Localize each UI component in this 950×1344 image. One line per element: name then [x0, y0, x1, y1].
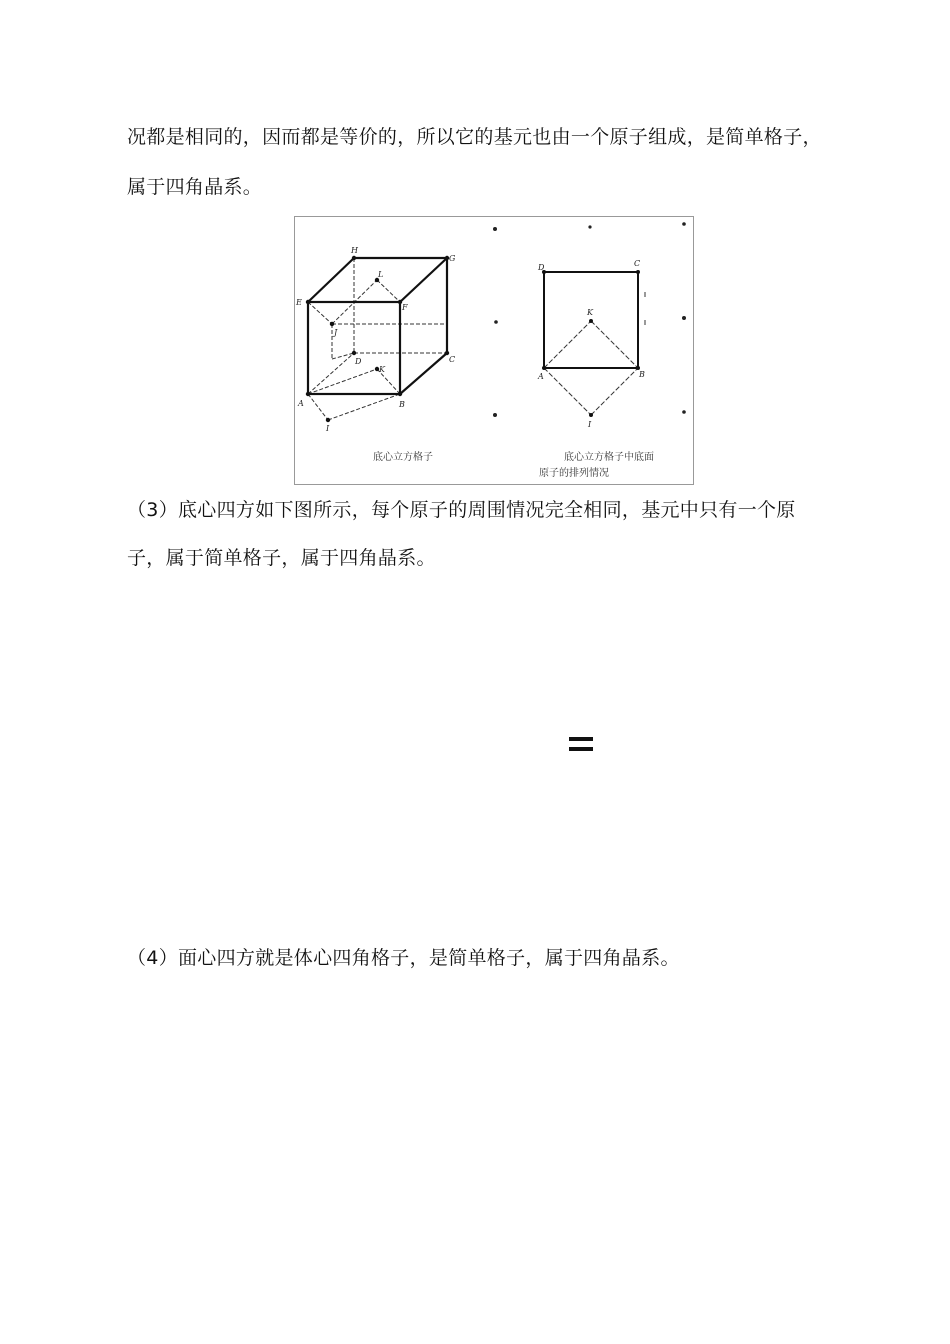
- square-label-b: B: [639, 370, 645, 379]
- equals-bar-top: [569, 737, 593, 741]
- cube-label-f: F: [402, 303, 408, 312]
- caption-right-line-2: 原子的排列情况: [539, 468, 609, 479]
- cube-label-e: E: [296, 298, 302, 307]
- cube-label-l: L: [378, 270, 384, 279]
- square-dash-ak: [544, 321, 591, 368]
- equals-sign: [567, 733, 595, 755]
- crystal-lattice-figure: [294, 216, 694, 485]
- square-label-k: K: [587, 308, 593, 317]
- cube-edge-fg: [400, 258, 447, 302]
- cube-label-j: J: [334, 328, 338, 337]
- cube-label-a: A: [298, 399, 304, 408]
- square-background-atoms: [493, 222, 686, 417]
- square-dash-ai: [544, 368, 591, 415]
- equals-bar-bottom: [569, 747, 593, 751]
- cube-label-k: K: [379, 365, 385, 374]
- cube-dash-ej: [308, 302, 332, 324]
- cube-dash-lf: [377, 280, 400, 302]
- square-dashed-lines: [544, 292, 645, 415]
- cube-label-d: D: [355, 357, 362, 366]
- cube-label-h: H: [351, 246, 358, 255]
- square-label-a: A: [538, 372, 544, 381]
- cube-dash-ak: [308, 369, 377, 394]
- square-dash-ib: [591, 368, 638, 415]
- caption-right-line-1: 底心立方格子中底面: [564, 452, 654, 463]
- square-label-d: D: [538, 263, 545, 272]
- paragraph-3-line-1: （4）面心四方就是体心四角格子，是简单格子，属于四角晶系。: [127, 947, 680, 969]
- cube-dash-ai: [308, 394, 328, 420]
- square-label-c: C: [634, 259, 641, 268]
- cube-label-c: C: [449, 355, 456, 364]
- paragraph-1-line-1: 况都是相同的，因而都是等价的，所以它的基元也由一个原子组成，是简单格子，: [127, 126, 822, 148]
- square-label-i: I: [588, 420, 592, 429]
- square-atoms: [542, 270, 640, 417]
- cube-edge-eh: [308, 258, 354, 302]
- cube-label-g: G: [449, 254, 456, 263]
- square-dash-kb: [591, 321, 638, 368]
- caption-left: 底心立方格子: [373, 452, 433, 463]
- cube-hidden-edge-ad: [308, 353, 354, 394]
- lattice-diagram: [295, 217, 695, 486]
- cube-atoms: [306, 256, 449, 422]
- paragraph-1-line-2: 属于四角晶系。: [127, 176, 263, 198]
- cube-dash-ib: [328, 394, 400, 420]
- paragraph-2-line-2: 子，属于简单格子，属于四角晶系。: [127, 547, 436, 569]
- cube-label-i: I: [326, 424, 330, 433]
- cube-label-b: B: [399, 400, 405, 409]
- paragraph-2-line-1: （3）底心四方如下图所示，每个原子的周围情况完全相同，基元中只有一个原: [127, 499, 796, 521]
- cube-edge-bc: [400, 353, 447, 394]
